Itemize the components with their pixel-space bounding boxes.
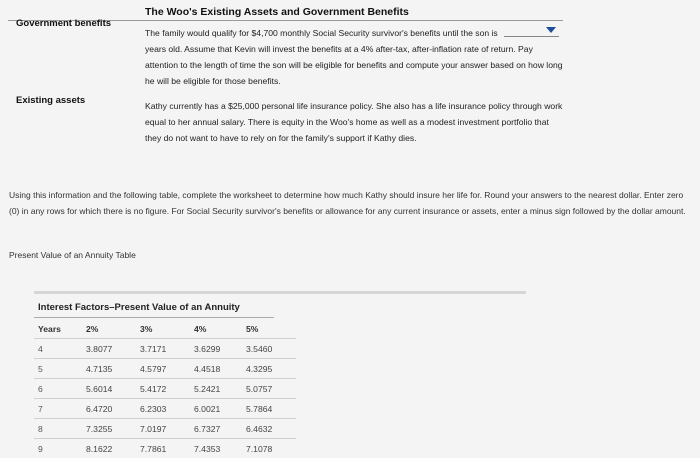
table-cell: 6.4632 bbox=[246, 419, 296, 439]
government-benefits-text-after: years old. Assume that Kevin will invest the benefits at a 4% after-tax, after-inflation rate of return. Pay attention to the length of time the son will be eligible for benefits and compute your answer based on how long he will be eligible for those benefits. bbox=[145, 44, 563, 86]
table-cell: 9 bbox=[34, 439, 86, 458]
header-5pct: 5% bbox=[246, 320, 296, 339]
table-cell: 3.6299 bbox=[194, 339, 246, 359]
table-cell: 7.1078 bbox=[246, 439, 296, 458]
pv-table-heading: Present Value of an Annuity Table bbox=[9, 250, 136, 260]
header-2pct: 2% bbox=[86, 320, 140, 339]
table-cell: 5.0757 bbox=[246, 379, 296, 399]
table-cell: 5 bbox=[34, 359, 86, 379]
table-cell: 6.7327 bbox=[194, 419, 246, 439]
annuity-table-title: Interest Factors–Present Value of an Annuity bbox=[38, 302, 240, 313]
table-cell: 6.2303 bbox=[140, 399, 194, 419]
existing-assets-text: Kathy currently has a $25,000 personal life insurance policy. She also has a life insurance policy through work equal to her annual salary. There is equity in the Woo's home as well as a modest investment portfolio that they do not want to have to rely on for the family's support if Kathy dies. bbox=[145, 98, 565, 146]
table-row bbox=[34, 439, 296, 458]
table-cell: 7.4353 bbox=[194, 439, 246, 458]
table-row bbox=[34, 379, 296, 399]
chevron-down-icon bbox=[546, 27, 556, 33]
table-cell: 5.4172 bbox=[140, 379, 194, 399]
table-cell: 6.4720 bbox=[86, 399, 140, 419]
table-cell: 3.5460 bbox=[246, 339, 296, 359]
annuity-table bbox=[34, 320, 296, 458]
table-row bbox=[34, 339, 296, 359]
government-benefits-text bbox=[145, 25, 565, 89]
table-cell: 7.7861 bbox=[140, 439, 194, 458]
table-cell: 3.7171 bbox=[140, 339, 194, 359]
table-cell: 7.3255 bbox=[86, 419, 140, 439]
section-divider bbox=[34, 291, 526, 294]
table-cell: 5.2421 bbox=[194, 379, 246, 399]
table-cell: 4 bbox=[34, 339, 86, 359]
table-cell: 4.3295 bbox=[246, 359, 296, 379]
header-4pct: 4% bbox=[194, 320, 246, 339]
government-benefits-label: Government benefits bbox=[16, 18, 111, 29]
header-years: Years bbox=[34, 320, 86, 339]
table-row bbox=[34, 419, 296, 439]
instructions-text: Using this information and the following table, complete the worksheet to determine how much Kathy should insure her life for. Round your answers to the nearest dollar. Enter zero (0) in any rows for which there is no figure. For Social Security survivor's benefits or allowance for any current insurance or assets, enter a minus sign followed by the dollar amount. bbox=[9, 188, 691, 219]
existing-assets-label: Existing assets bbox=[16, 95, 85, 106]
son-age-dropdown[interactable] bbox=[504, 25, 559, 37]
benefits-table-title: The Woo's Existing Assets and Government Benefits bbox=[145, 6, 409, 18]
table-cell: 7.0197 bbox=[140, 419, 194, 439]
table-cell: 4.7135 bbox=[86, 359, 140, 379]
header-3pct: 3% bbox=[140, 320, 194, 339]
government-benefits-text-before: The family would qualify for $4,700 monthly Social Security survivor's benefits until the son is bbox=[145, 28, 498, 38]
annuity-title-rule bbox=[34, 317, 274, 318]
table-cell: 7 bbox=[34, 399, 86, 419]
table-cell: 5.6014 bbox=[86, 379, 140, 399]
table-cell: 6 bbox=[34, 379, 86, 399]
table-cell: 6.0021 bbox=[194, 399, 246, 419]
table-cell: 8 bbox=[34, 419, 86, 439]
table-cell: 3.8077 bbox=[86, 339, 140, 359]
table-cell: 8.1622 bbox=[86, 439, 140, 458]
annuity-header-row bbox=[34, 320, 296, 339]
table-row bbox=[34, 399, 296, 419]
table-row bbox=[34, 359, 296, 379]
table-cell: 4.4518 bbox=[194, 359, 246, 379]
table-cell: 5.7864 bbox=[246, 399, 296, 419]
table-cell: 4.5797 bbox=[140, 359, 194, 379]
